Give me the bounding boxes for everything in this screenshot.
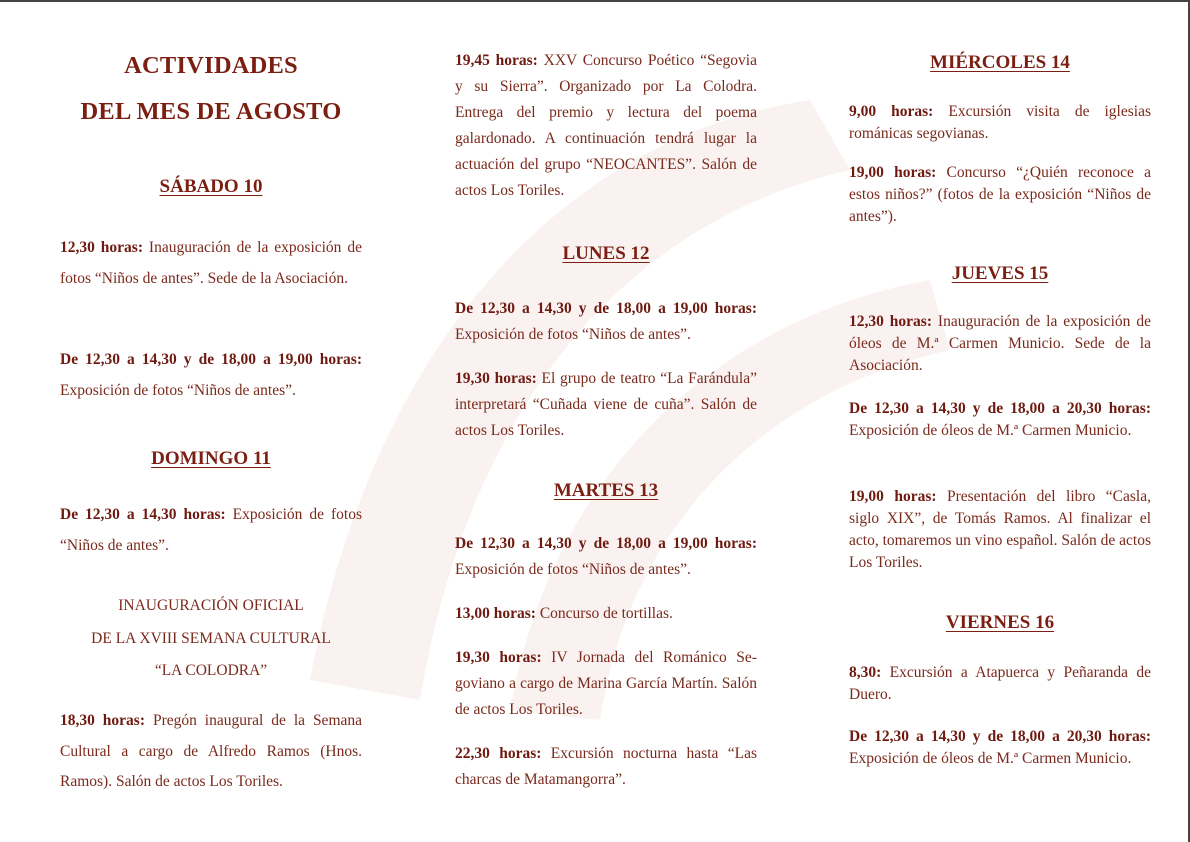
event-martes-2 [455,601,757,627]
event-text: Exposición de fotos “Niños de antes”. [60,381,296,399]
event-time: 12,30 horas: [60,239,143,256]
page-title-line1: ACTIVIDADES [124,52,298,79]
event-concurso-poetico [455,48,757,204]
event-text: Pregón inaugural de la Semana Cultural a cargo de Alfredo Ramos (Hnos. Ramos). Salón de actos Los Toriles. [60,712,363,790]
event-jueves-3 [849,486,1151,574]
event-text: El grupo de teatro “La Farándula” interpretará “Cuñada viene de cuña”. Salón de actos Los Toriles. [455,370,757,439]
event-miercoles-1 [849,101,1151,145]
page-border-top [0,0,1190,2]
event-text: Excursión visita de iglesias románicas segovianas. [849,103,1151,142]
event-text: IV Jornada del Románico Segoviano a cargo de Marina García Martín. Salón de actos Los Toriles. [455,649,757,718]
event-text: Exposición de óleos de M.ª Carmen Municio. [849,422,1132,439]
event-text: Inauguración de la exposición de fotos “Niños de antes”. Sede de la Asociación. [60,239,362,287]
event-text: Exposición de fotos “Niños de antes”. [60,506,362,554]
inauguration-line2: DE LA XVIII SEMANA CULTURAL [91,629,331,647]
event-domingo-2 [60,706,362,798]
event-time: De 12,30 a 14,30 y de 18,00 a 19,00 horas: [455,535,757,552]
event-text: Concurso de tortillas. [535,605,673,622]
event-time: 19,30 horas: [455,649,542,666]
event-martes-1 [455,531,757,583]
event-time: 18,30 horas: [60,712,146,729]
inauguration-line3: “LA COLODRA” [154,662,268,679]
event-sabado-1 [60,233,362,294]
event-miercoles-2 [849,162,1151,228]
event-domingo-1 [60,500,362,561]
day-heading-domingo: DOMINGO 11 [151,448,271,469]
event-time: 8,30: [849,664,882,681]
event-time: 12,30 horas: [849,313,932,330]
event-time: De 12,30 a 14,30 horas: [60,506,226,523]
event-time: 13,00 horas: [455,605,536,622]
event-martes-4 [455,741,757,793]
event-lunes-2 [455,366,757,444]
event-sabado-2 [60,345,362,406]
day-heading-lunes: LUNES 12 [562,243,650,264]
event-text: Presentación del libro “Casla, siglo XIX”, de Tomás Ramos. Al finalizar el acto, tomaremos un vino español. Salón de actos Los Toriles. [849,488,1151,571]
event-viernes-1 [849,662,1151,706]
event-time: 9,00 horas: [849,103,934,120]
event-time: 19,30 horas: [455,370,537,387]
event-text: Inauguración de la exposición de óleos de M.ª Carmen Municio. Sede de la Asociación. [849,313,1151,374]
event-text: XXV Concurso Poético “Segovia y su Sierra”. Organizado por La Colodra. Entrega del premio y lectura del poema galardonado. A continuación tendrá lugar la actuación del grupo “NEOCANTES”. Salón de actos Los Toriles. [455,52,757,199]
event-lunes-1 [455,296,757,348]
day-heading-viernes: VIERNES 16 [945,612,1055,633]
event-time: 19,00 horas: [849,164,937,181]
event-text: Excursión nocturna hasta “Las charcas de Matamangorra”. [455,745,757,788]
day-heading-sabado: SÁBADO 10 [159,176,263,197]
event-jueves-2 [849,398,1151,442]
event-viernes-2 [849,726,1151,770]
event-time: 22,30 horas: [455,745,542,762]
event-time: De 12,30 a 14,30 y de 18,00 a 19,00 horas: [455,300,757,317]
event-martes-3 [455,645,757,723]
event-time: De 12,30 a 14,30 y de 18,00 a 20,30 horas: [849,400,1151,417]
event-jueves-1 [849,311,1151,377]
event-text: Concurso “¿Quién reconoce a estos niños?” (fotos de la exposición “Niños de antes”). [849,164,1151,225]
event-time: De 12,30 a 14,30 y de 18,00 a 19,00 horas: [60,351,362,368]
page-title-line2: DEL MES DE AGOSTO [80,98,342,125]
event-time: 19,00 horas: [849,488,937,505]
day-heading-jueves: JUEVES 15 [951,263,1049,284]
day-heading-martes: MARTES 13 [553,480,659,501]
day-heading-miercoles: MIÉRCOLES 14 [930,52,1070,73]
event-text: Exposición de fotos “Niños de antes”. [455,561,691,578]
event-text: Excursión a Atapuerca y Peñaranda de Duero. [849,664,1151,703]
event-text: Exposición de fotos “Niños de antes”. [455,326,691,343]
event-text: Exposición de óleos de M.ª Carmen Municio. [849,750,1132,767]
event-time: 19,45 horas: [455,52,538,69]
inauguration-block [60,590,362,688]
event-time: De 12,30 a 14,30 y de 18,00 a 20,30 horas: [849,728,1151,745]
inauguration-line1: INAUGURACIÓN OFICIAL [118,597,304,614]
